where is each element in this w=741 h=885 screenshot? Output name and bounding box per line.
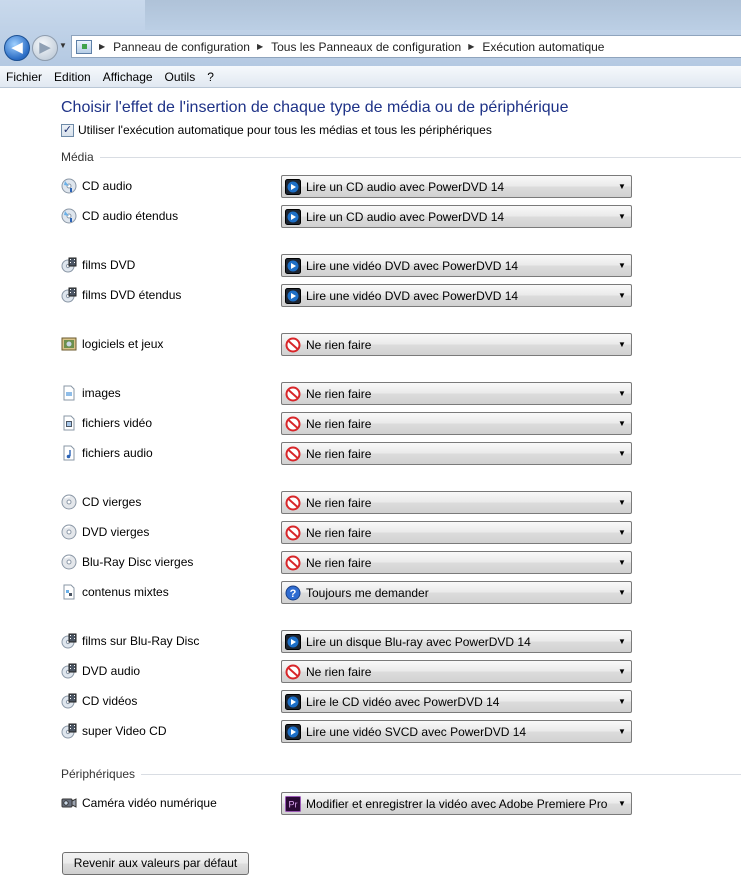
cd-audio-icon: [61, 178, 77, 194]
film-disc-icon: [61, 633, 77, 649]
media-row-action-value: Lire une vidéo DVD avec PowerDVD 14: [306, 288, 519, 303]
content-area: [0, 88, 741, 885]
powerdvd-icon: [285, 724, 301, 740]
devices-section-heading: [61, 767, 741, 781]
chevron-down-icon[interactable]: ▼: [618, 727, 626, 736]
chevron-down-icon[interactable]: ▼: [618, 261, 626, 270]
window-title-bar: [0, 0, 741, 66]
recent-pages-dropdown[interactable]: ▼: [59, 41, 67, 50]
cd-audio-icon: [61, 208, 77, 224]
film-disc-icon: [61, 257, 77, 273]
section-divider: [100, 157, 741, 158]
chevron-down-icon[interactable]: ▼: [618, 799, 626, 808]
media-row-label: DVD vierges: [82, 525, 150, 539]
media-row-action-value: Ne rien faire: [306, 495, 372, 510]
media-row-label: films DVD: [82, 258, 136, 272]
software-icon: [61, 336, 77, 352]
autoplay-checkbox[interactable]: ✓: [62, 124, 73, 136]
media-row-label: CD vidéos: [82, 694, 138, 708]
media-row-action-dropdown[interactable]: [281, 205, 632, 228]
chevron-down-icon[interactable]: ▼: [618, 291, 626, 300]
media-row-label: DVD audio: [82, 664, 141, 678]
no-action-icon: [285, 386, 301, 402]
media-row-label: super Video CD: [82, 724, 167, 738]
media-row-action-dropdown[interactable]: [281, 551, 632, 574]
breadcrumb-separator-icon[interactable]: ▶: [99, 42, 106, 51]
chevron-down-icon[interactable]: ▼: [618, 449, 626, 458]
devices-section-title: Périphériques: [61, 767, 136, 781]
section-divider: [141, 774, 741, 775]
media-row-action-dropdown[interactable]: [281, 442, 632, 465]
media-row-action-dropdown[interactable]: [281, 412, 632, 435]
address-bar[interactable]: [71, 35, 741, 58]
breadcrumb-item-current[interactable]: Exécution automatique: [482, 39, 605, 54]
media-row-action-dropdown[interactable]: [281, 521, 632, 544]
powerdvd-icon: [285, 209, 301, 225]
media-row-action-value: Ne rien faire: [306, 525, 372, 540]
film-disc-icon: [61, 287, 77, 303]
no-action-icon: [285, 525, 301, 541]
media-row-action-value: Ne rien faire: [306, 664, 372, 679]
media-row-action-dropdown[interactable]: [281, 284, 632, 307]
video-file-icon: [61, 415, 77, 431]
chevron-down-icon[interactable]: ▼: [618, 558, 626, 567]
media-row-label: Blu-Ray Disc vierges: [82, 555, 194, 569]
chevron-down-icon[interactable]: ▼: [618, 182, 626, 191]
media-row-action-dropdown[interactable]: [281, 175, 632, 198]
menu-edition[interactable]: Edition: [54, 69, 91, 84]
media-row-action-dropdown[interactable]: [281, 333, 632, 356]
audio-file-icon: [61, 445, 77, 461]
control-panel-icon: [76, 40, 92, 54]
no-action-icon: [285, 337, 301, 353]
menu-affichage[interactable]: Affichage: [102, 69, 153, 84]
no-action-icon: [285, 446, 301, 462]
blank-disc-icon: [61, 494, 77, 510]
media-row-label: films sur Blu-Ray Disc: [82, 634, 200, 648]
media-row-action-dropdown[interactable]: [281, 660, 632, 683]
svg-text:?: ?: [289, 587, 297, 600]
media-row-action-value: Toujours me demander: [306, 585, 429, 600]
media-row-action-dropdown[interactable]: [281, 720, 632, 743]
device-row-action-value: Modifier et enregistrer la vidéo avec Adobe Premiere Pro: [306, 796, 608, 811]
back-arrow-icon: ◀: [11, 39, 23, 56]
ask-icon: [285, 585, 301, 601]
menu-help[interactable]: ?: [207, 69, 214, 84]
media-section-title: Média: [61, 150, 94, 164]
reset-defaults-button[interactable]: Revenir aux valeurs par défaut: [62, 852, 249, 875]
chevron-down-icon[interactable]: ▼: [618, 667, 626, 676]
media-row-label: images: [82, 386, 121, 400]
media-row-action-value: Lire un CD audio avec PowerDVD 14: [306, 209, 505, 224]
chevron-down-icon[interactable]: ▼: [618, 588, 626, 597]
back-button[interactable]: [4, 35, 30, 61]
media-row-action-value: Lire un disque Blu-ray avec PowerDVD 14: [306, 634, 531, 649]
media-row-action-value: Lire une vidéo SVCD avec PowerDVD 14: [306, 724, 527, 739]
chevron-down-icon[interactable]: ▼: [618, 419, 626, 428]
media-row-label: contenus mixtes: [82, 585, 169, 599]
powerdvd-icon: [285, 288, 301, 304]
media-row-action-dropdown[interactable]: [281, 581, 632, 604]
page-title: Choisir l'effet de l'insertion de chaque type de média ou de périphérique: [61, 99, 569, 116]
powerdvd-icon: [285, 258, 301, 274]
chevron-down-icon[interactable]: ▼: [618, 340, 626, 349]
media-row-label: CD audio étendus: [82, 209, 179, 223]
device-row-action-dropdown[interactable]: [281, 792, 632, 815]
media-row-action-value: Ne rien faire: [306, 446, 372, 461]
media-row-label: logiciels et jeux: [82, 337, 164, 351]
forward-arrow-icon: ▶: [39, 39, 51, 56]
media-row-action-value: Lire le CD vidéo avec PowerDVD 14: [306, 694, 500, 709]
chevron-down-icon[interactable]: ▼: [618, 528, 626, 537]
film-disc-icon: [61, 693, 77, 709]
media-section-heading: [61, 150, 741, 164]
menu-outils[interactable]: Outils: [164, 69, 196, 84]
menu-bar: [0, 66, 741, 88]
breadcrumb-separator-icon[interactable]: ▶: [468, 42, 475, 51]
chevron-down-icon[interactable]: ▼: [618, 697, 626, 706]
chevron-down-icon[interactable]: ▼: [618, 637, 626, 646]
blank-disc-icon: [61, 524, 77, 540]
breadcrumb-separator-icon[interactable]: ▶: [256, 42, 264, 51]
premiere-icon: [285, 796, 301, 812]
image-file-icon: [61, 385, 77, 401]
media-row-label: films DVD étendus: [82, 288, 182, 302]
media-row-action-value: Ne rien faire: [306, 386, 372, 401]
media-row-action-value: Lire un CD audio avec PowerDVD 14: [306, 179, 505, 194]
media-row-action-value: Ne rien faire: [306, 337, 372, 352]
powerdvd-icon: [285, 694, 301, 710]
svg-text:Pr: Pr: [288, 799, 298, 809]
media-row-action-value: Ne rien faire: [306, 555, 372, 570]
chevron-down-icon[interactable]: ▼: [618, 212, 626, 221]
media-row-action-dropdown[interactable]: [281, 690, 632, 713]
no-action-icon: [285, 555, 301, 571]
media-row-action-dropdown[interactable]: [281, 630, 632, 653]
blank-disc-icon: [61, 554, 77, 570]
title-bar-background: [145, 0, 741, 30]
chevron-down-icon[interactable]: ▼: [618, 498, 626, 507]
media-row-action-value: Lire une vidéo DVD avec PowerDVD 14: [306, 258, 519, 273]
powerdvd-icon: [285, 634, 301, 650]
media-row-label: fichiers audio: [82, 446, 153, 460]
film-disc-icon: [61, 723, 77, 739]
media-row-label: fichiers vidéo: [82, 416, 153, 430]
media-row-action-dropdown[interactable]: [281, 254, 632, 277]
autoplay-checkbox-label[interactable]: Utiliser l'exécution automatique pour tous les médias et tous les périphériques: [78, 123, 492, 137]
mixed-content-icon: [61, 584, 77, 600]
powerdvd-icon: [285, 179, 301, 195]
chevron-down-icon[interactable]: ▼: [618, 389, 626, 398]
film-disc-icon: [61, 663, 77, 679]
media-row-action-dropdown[interactable]: [281, 491, 632, 514]
media-row-label: CD audio: [82, 179, 133, 193]
no-action-icon: [285, 664, 301, 680]
forward-button[interactable]: [32, 35, 58, 61]
no-action-icon: [285, 495, 301, 511]
media-row-label: CD vierges: [82, 495, 142, 509]
camcorder-icon: [61, 795, 77, 811]
device-row-label: Caméra vidéo numérique: [82, 796, 217, 810]
breadcrumb-item[interactable]: Panneau de configuration: [113, 39, 250, 54]
menu-fichier[interactable]: Fichier: [6, 69, 43, 84]
media-row-action-value: Ne rien faire: [306, 416, 372, 431]
media-row-action-dropdown[interactable]: [281, 382, 632, 405]
breadcrumb-item[interactable]: Tous les Panneaux de configuration: [271, 39, 462, 54]
no-action-icon: [285, 416, 301, 432]
